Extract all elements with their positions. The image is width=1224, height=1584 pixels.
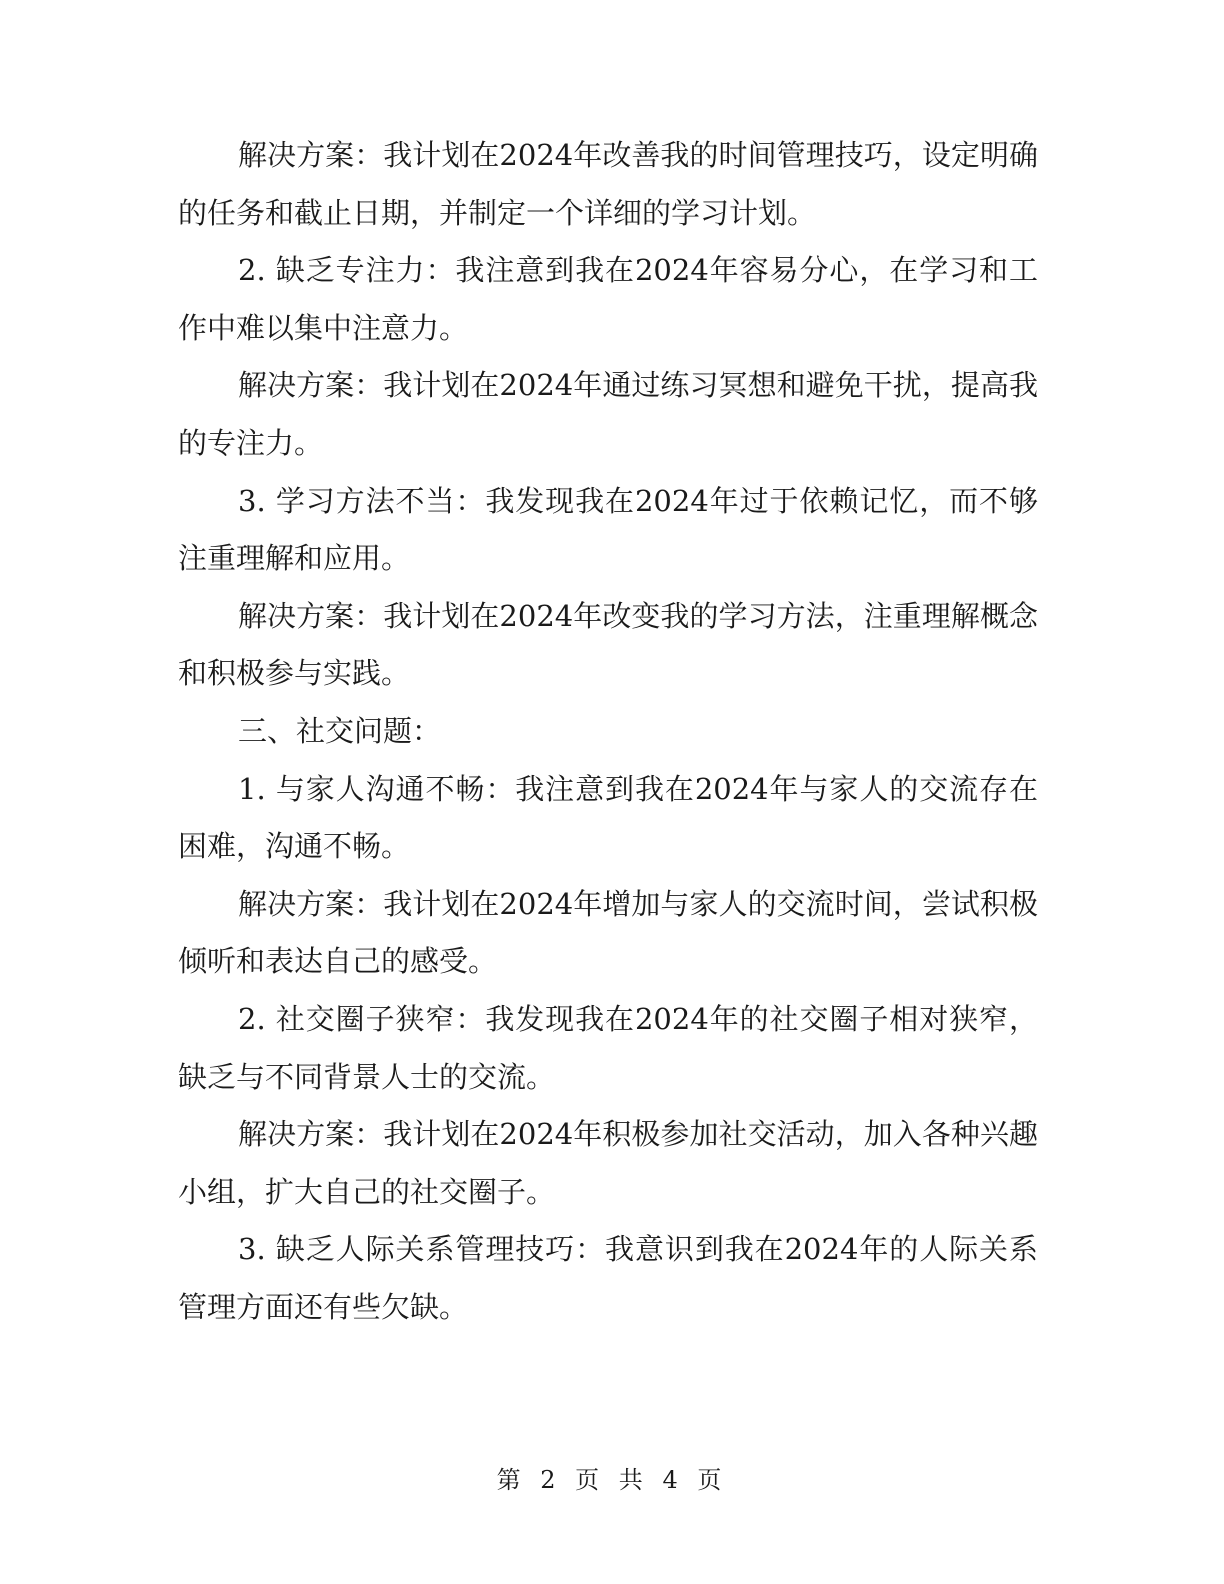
paragraph-study-method: 3. 学习方法不当：我发现我在2024年过于依赖记忆，而不够注重理解和应用。 — [178, 483, 1038, 576]
page-footer: 第 2 页 共 4 页 — [496, 1466, 728, 1494]
paragraph-social-circle-solution: 解决方案：我计划在2024年积极参加社交活动，加入各种兴趣小组，扩大自己的社交圈子。 — [178, 1117, 1038, 1209]
paragraph-lack-of-focus: 2. 缺乏专注力：我注意到我在2024年容易分心，在学习和工作中难以集中注意力。 — [178, 253, 1038, 345]
paragraph-study-method-solution: 解决方案：我计划在2024年改变我的学习方法，注重理解概念和积极参与实践。 — [178, 598, 1038, 691]
paragraph-relationship-skills: 3. 缺乏人际关系管理技巧：我意识到我在2024年的人际关系管理方面还有些欠缺。 — [178, 1232, 1038, 1324]
paragraph-focus-solution: 解决方案：我计划在2024年通过练习冥想和避免干扰，提高我的专注力。 — [178, 368, 1038, 460]
paragraph-narrow-social-circle: 2. 社交圈子狭窄：我发现我在2024年的社交圈子相对狭窄，缺乏与不同背景人士的交流。 — [178, 1001, 1038, 1094]
section-heading-social: 三、社交问题： — [238, 713, 442, 748]
paragraph-family-solution: 解决方案：我计划在2024年增加与家人的交流时间，尝试积极倾听和表达自己的感受。 — [178, 886, 1038, 979]
document-body — [178, 127, 1038, 1336]
paragraph-time-management-solution: 解决方案：我计划在2024年改善我的时间管理技巧，设定明确的任务和截止日期，并制定一个详细的学习计划。 — [178, 138, 1038, 230]
paragraph-family-communication: 1. 与家人沟通不畅：我注意到我在2024年与家人的交流存在困难，沟通不畅。 — [178, 771, 1038, 864]
